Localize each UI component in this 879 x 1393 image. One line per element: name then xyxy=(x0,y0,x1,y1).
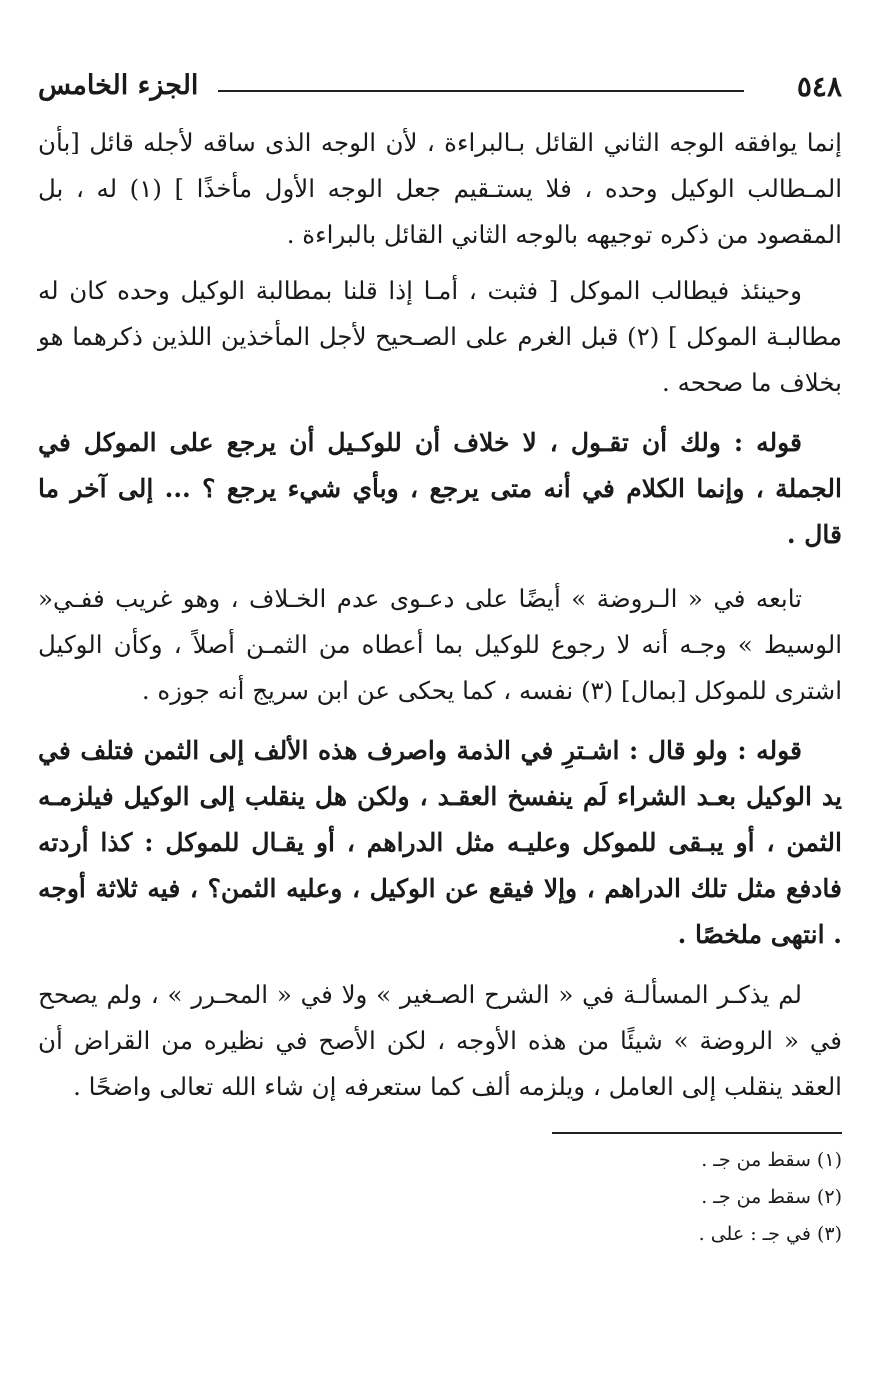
paragraph: لم يذكـر المسألـة في « الشرح الصـغير » ولا في « المحـرر » ، ولم يصحح في « الروضة » شيئًا من هذه الأوجه ، لكن الأصح في نظيره من القراض أن العقد ينقلب إلى العامل ، ويلزمه ألف كما ستعرفه إن شاء الله تعالى واضحًا . xyxy=(38,980,842,1101)
paragraph: إنما يوافقه الوجه الثاني القائل بـالبراءة ، لأن الوجه الذى ساقه لأجله قائل [بأن المـطالب الوكيل وحده ، فلا يستـقيم جعل الوجه الأول مأخذًا ] (١) له ، بل المقصود من ذكره توجيهه بالوجه الثاني القائل بالبراءة . xyxy=(38,128,843,249)
paragraph: وحينئذ فيطالب الموكل [ فثبت ، أمـا إذا قلنا بمطالبة الوكيل وحده كان له مطالبـة الموكل ] (٢) قبل الغرم على الصـحيح لأجل المأخذين اللذين ذكرهما هو بخلاف ما صححه . xyxy=(38,276,842,397)
header-rule xyxy=(218,90,744,92)
page-number: ٥٤٨ xyxy=(796,70,842,103)
footnote: (٢) سقط من جـ . xyxy=(701,1186,842,1208)
quoted-passage: قوله : ولو قال : اشـترِ في الذمة واصرف هذه الألف إلى الثمن فتلف في يد الوكيل بعـد الشراء لَم ينفسخ العقـد ، ولكن هل ينقلب إلى الوكيل فيلزمـه الثمن ، أو يبـقى للموكل وعليـه مثل الدراهم ، أو يقـال للموكل : كذا أردته فادفع مثل تلك الدراهم ، وإلا فيقع عن الوكيل ، وعليه الثمن؟ ، فيه ثلاثة أوجه . انتهى ملخصًا . xyxy=(38,736,842,949)
paragraph: تابعه في « الـروضة » أيضًا على دعـوى عدم الخـلاف ، وهو غريب ففـي« الوسيط » وجـه أنه لا رجوع للوكيل بما أعطاه من الثمـن أصلاً ، وكأن الوكيل اشترى للموكل [بمال] (٣) نفسه ، كما يحكى عن ابن سريج أنه جوزه . xyxy=(38,584,842,705)
footnote: (٣) في جـ : على . xyxy=(698,1223,842,1245)
quoted-passage: قوله : ولك أن تقـول ، لا خلاف أن للوكـيل أن يرجع على الموكل في الجملة ، وإنما الكلام في أنه متى يرجع ، وبأي شيء يرجع ؟ ... إلى آخر ما قال . xyxy=(38,428,842,549)
running-head: الجزء الخامس xyxy=(38,70,199,101)
page-header xyxy=(38,66,842,110)
footnotes xyxy=(38,1142,842,1253)
footnote-separator xyxy=(552,1132,842,1134)
footnote: (١) سقط من جـ . xyxy=(701,1149,842,1171)
book-page xyxy=(38,66,842,1253)
